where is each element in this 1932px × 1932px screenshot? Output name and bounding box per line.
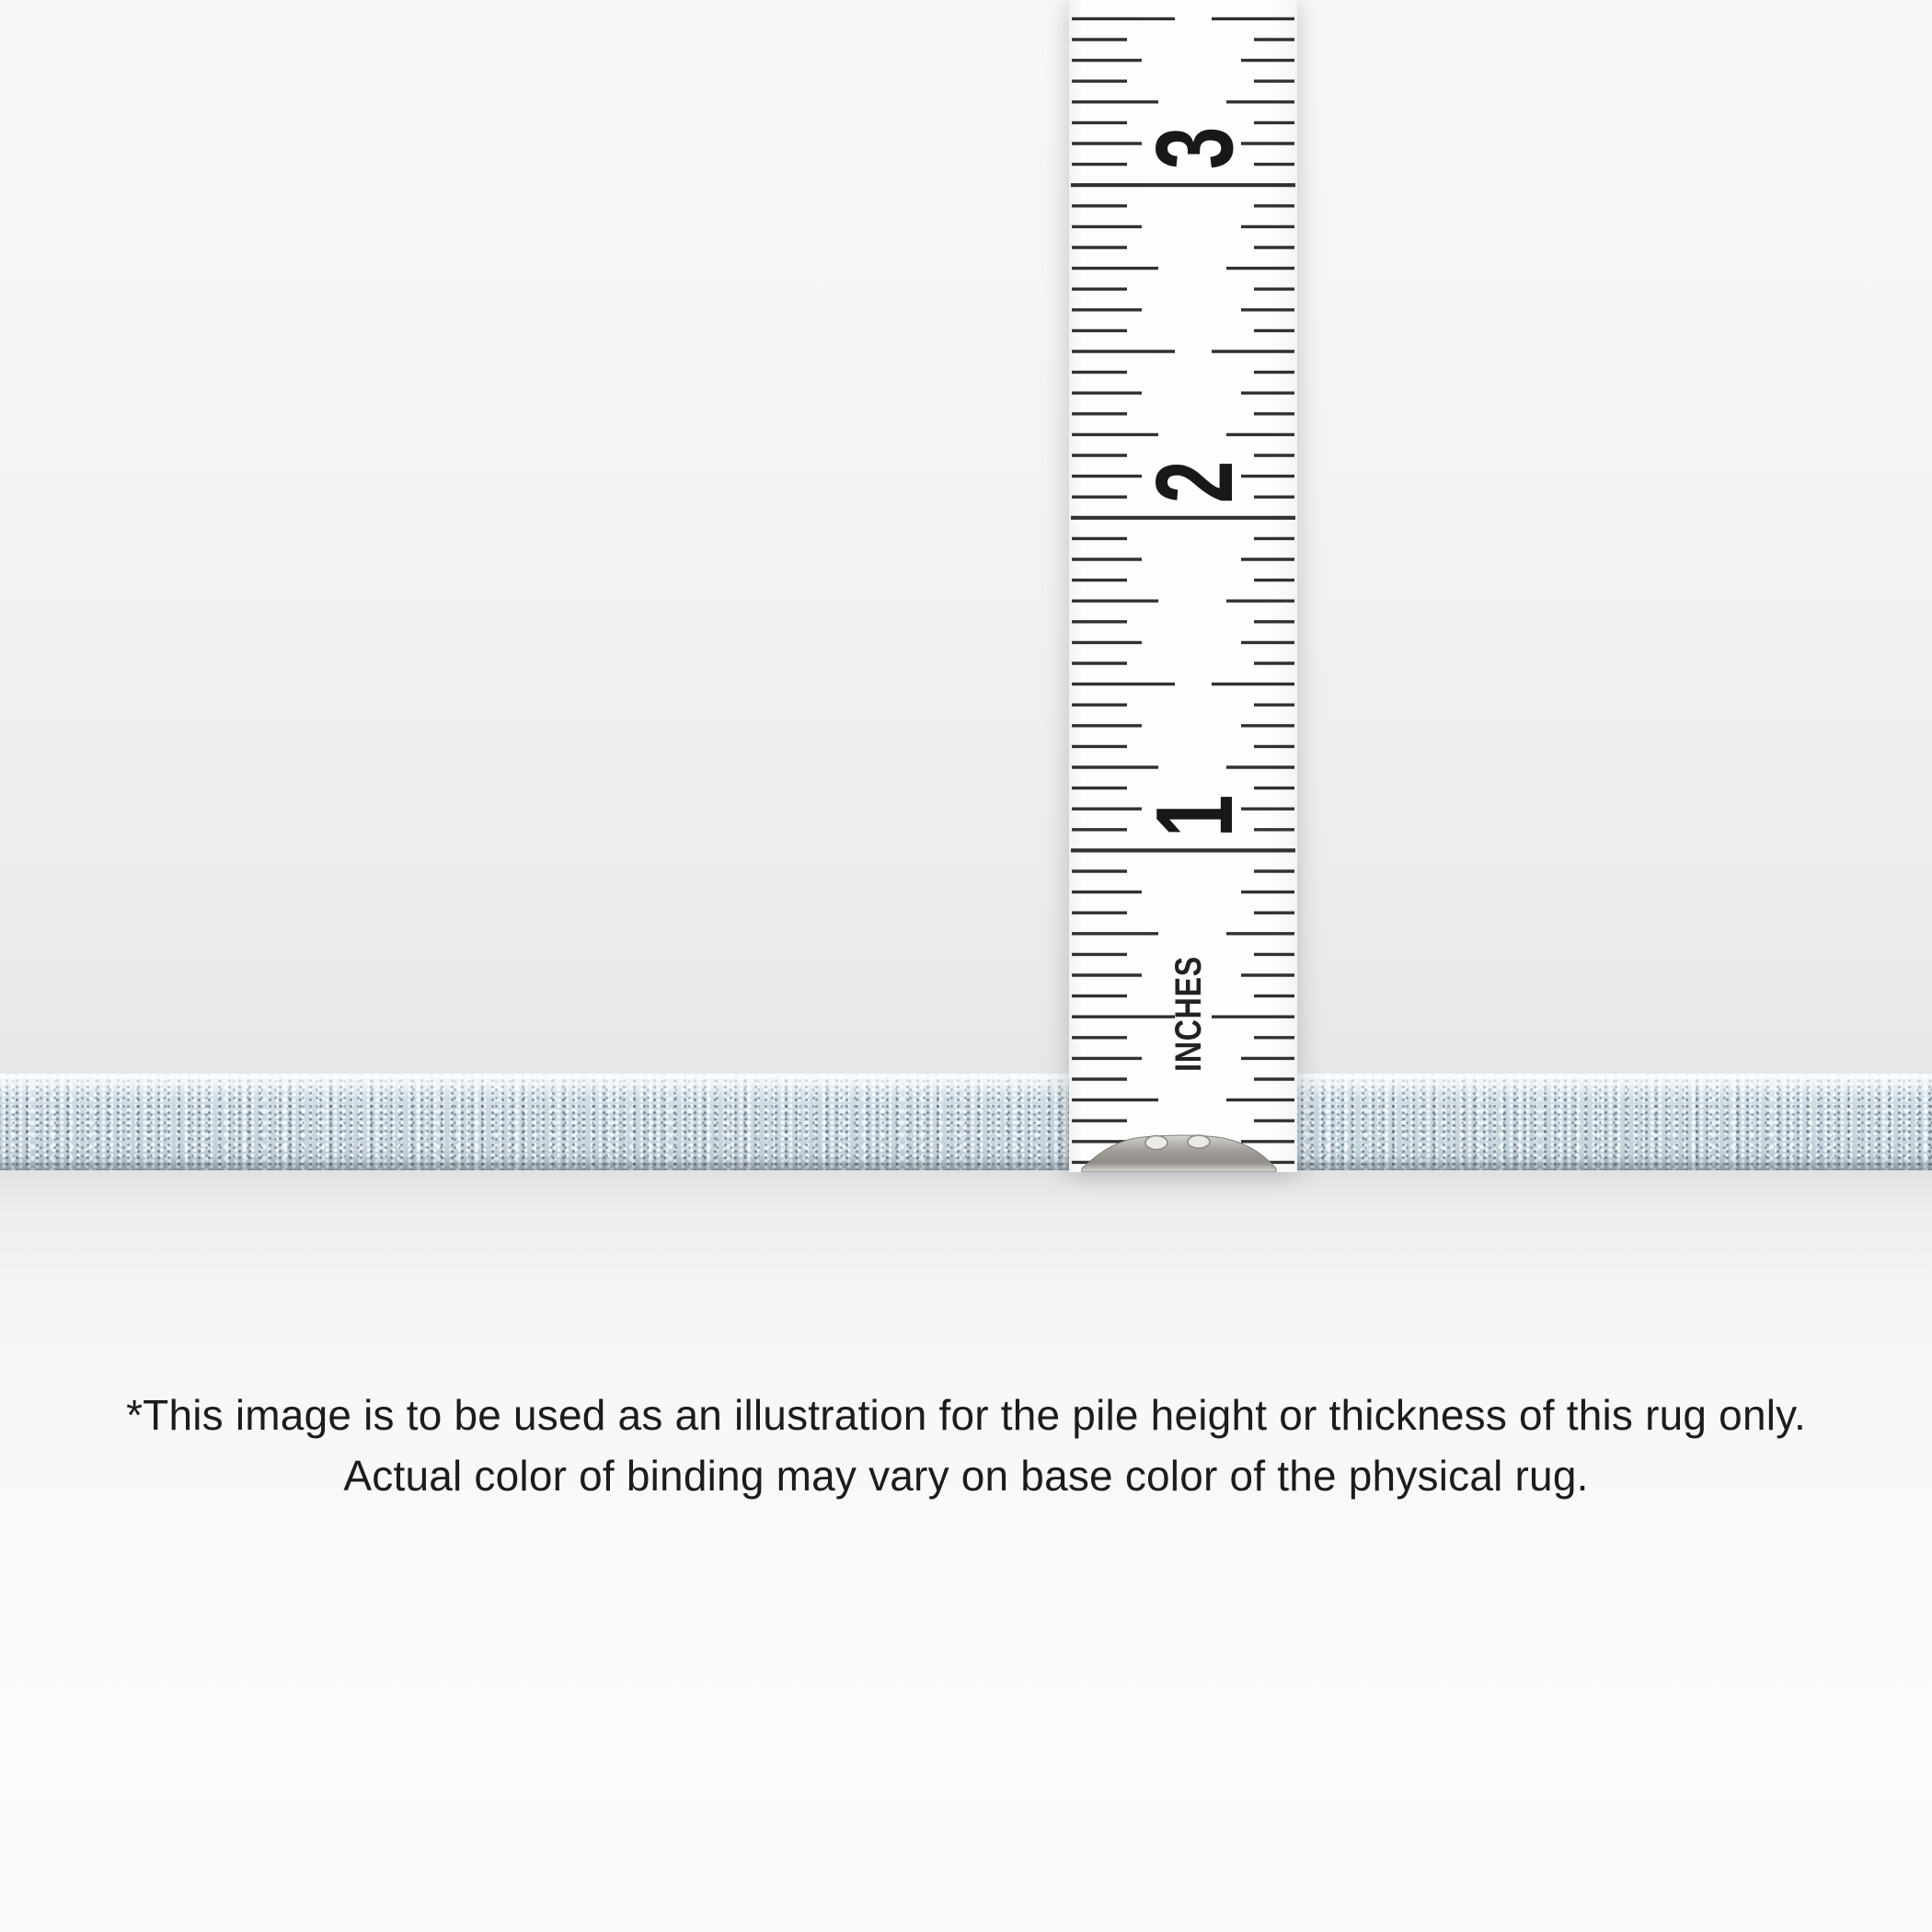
ruler-unit-label: INCHES: [1167, 956, 1209, 1072]
ruler-number-3: 3: [1133, 126, 1256, 170]
ruler-number-1: 1: [1133, 794, 1256, 838]
rug-pile-strip: [0, 1074, 1932, 1170]
measuring-ruler: [1069, 0, 1297, 1172]
ruler-number-2: 2: [1133, 460, 1256, 504]
disclaimer-caption: [0, 1385, 1932, 1506]
floor-surface: [0, 1170, 1932, 1932]
disclaimer-line-2: Actual color of binding may vary on base color of the physical rug.: [343, 1452, 1589, 1500]
disclaimer-line-1: *This image is to be used as an illustration for the pile height or thickness of this rug only.: [126, 1391, 1806, 1439]
clip-rivet-left: [1145, 1136, 1167, 1150]
clip-rivet-right: [1188, 1135, 1210, 1148]
ruler-graphics: [1069, 0, 1297, 1172]
